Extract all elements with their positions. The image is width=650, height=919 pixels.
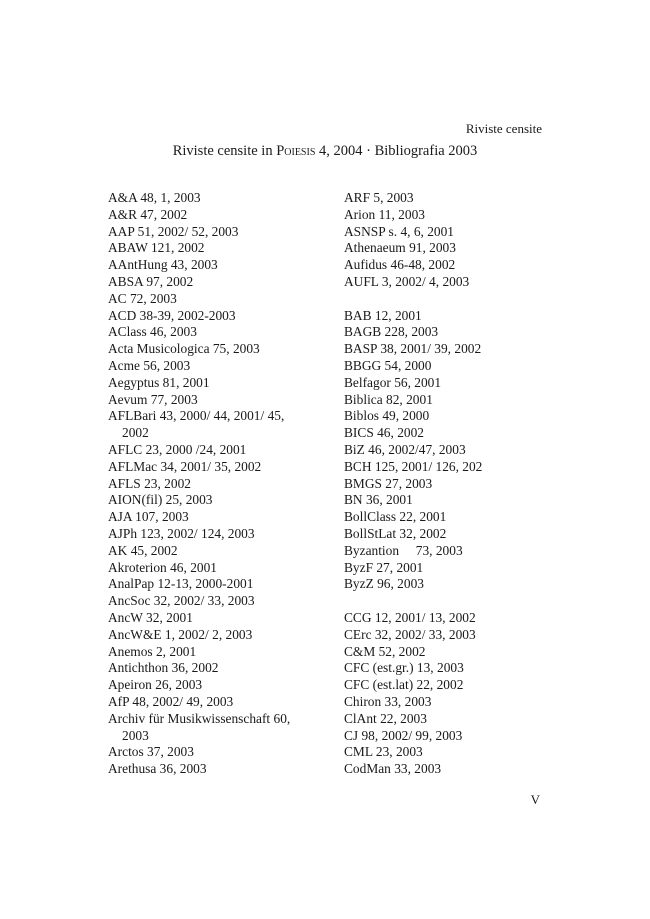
list-item: ByzZ 96, 2003	[344, 576, 424, 592]
list-item: BiZ 46, 2002/47, 2003	[344, 441, 466, 457]
list-item: Acme 56, 2003	[108, 357, 191, 373]
list-item: Chiron 33, 2003	[344, 693, 432, 709]
list-item: Acta Musicologica 75, 2003	[108, 341, 260, 357]
left-column	[108, 190, 333, 778]
list-item: AAP 51, 2002/ 52, 2003	[108, 223, 239, 239]
list-item: A&A 48, 1, 2003	[108, 190, 201, 205]
list-item: AClass 46, 2003	[108, 324, 197, 340]
list-item: BCH 125, 2001/ 126, 202	[344, 458, 483, 474]
list-item: CFC (est.lat) 22, 2002	[344, 677, 464, 693]
list-item: BAGB 228, 2003	[344, 324, 439, 340]
list-item: C&M 52, 2002	[344, 643, 426, 659]
list-item: BMGS 27, 2003	[344, 475, 433, 491]
page-title	[0, 142, 650, 160]
list-item: Apeiron 26, 2003	[108, 677, 203, 693]
list-item: Arethusa 36, 2003	[108, 761, 207, 777]
list-item: BollStLat 32, 2002	[344, 525, 447, 541]
list-item: AAntHung 43, 2003	[108, 257, 218, 273]
list-item: CFC (est.gr.) 13, 2003	[344, 660, 464, 676]
list-item: ClAnt 22, 2003	[344, 710, 427, 726]
list-item: AnalPap 12-13, 2000-2001	[108, 576, 254, 592]
list-item: CodMan 33, 2003	[344, 761, 442, 777]
list-item: AUFL 3, 2002/ 4, 2003	[344, 273, 470, 289]
list-item: BICS 46, 2002	[344, 425, 424, 441]
list-item: Byzantion 73, 2003	[344, 542, 463, 558]
list-item: BASP 38, 2001/ 39, 2002	[344, 341, 482, 357]
right-column	[344, 190, 549, 778]
list-item: ABAW 121, 2002	[108, 240, 205, 256]
list-item: AFLC 23, 2000 /24, 2001	[108, 441, 247, 457]
title-prefix: Riviste censite in	[172, 143, 277, 159]
list-item: AFLS 23, 2002	[108, 475, 191, 491]
running-head: Riviste censite	[465, 121, 542, 136]
list-item: Archiv für Musikwissenschaft 60,	[108, 710, 291, 726]
list-item: Arctos 37, 2003	[108, 744, 194, 760]
title-suffix: 4, 2004 · Bibliografia 2003	[315, 143, 478, 159]
list-item: AFLMac 34, 2001/ 35, 2002	[108, 458, 262, 474]
list-item-continuation: 2003	[122, 727, 149, 743]
list-item: Antichthon 36, 2002	[108, 660, 219, 676]
list-item: Belfagor 56, 2001	[344, 374, 442, 390]
list-item: BN 36, 2001	[344, 492, 413, 508]
list-item: Aufidus 46-48, 2002	[344, 257, 456, 273]
list-item: Athenaeum 91, 2003	[344, 240, 456, 256]
list-item: Akroterion 46, 2001	[108, 559, 217, 575]
list-item: A&R 47, 2002	[108, 206, 188, 222]
list-item: AC 72, 2003	[108, 290, 177, 306]
group-spacer	[344, 593, 549, 610]
list-item: BollClass 22, 2001	[344, 509, 447, 525]
list-item: AJA 107, 2003	[108, 509, 189, 525]
list-item: AfP 48, 2002/ 49, 2003	[108, 693, 234, 709]
page-number: V	[530, 792, 540, 807]
group-spacer	[344, 291, 549, 308]
list-item: AncSoc 32, 2002/ 33, 2003	[108, 593, 255, 609]
list-item: ACD 38-39, 2002-2003	[108, 307, 236, 323]
title-journal: Poiesis	[276, 143, 316, 159]
list-item: AncW&E 1, 2002/ 2, 2003	[108, 626, 253, 642]
list-item: Aegyptus 81, 2001	[108, 374, 210, 390]
list-item: Arion 11, 2003	[344, 206, 425, 222]
list-item: BBGG 54, 2000	[344, 357, 432, 373]
list-item: Aevum 77, 2003	[108, 391, 198, 407]
list-item: ARF 5, 2003	[344, 190, 414, 205]
list-item: AJPh 123, 2002/ 124, 2003	[108, 525, 255, 541]
list-item: Biblos 49, 2000	[344, 408, 430, 424]
list-item: Biblica 82, 2001	[344, 391, 433, 407]
list-item-continuation: 2002	[122, 425, 149, 441]
list-item: AFLBari 43, 2000/ 44, 2001/ 45,	[108, 408, 285, 424]
list-item: CCG 12, 2001/ 13, 2002	[344, 609, 476, 625]
list-item: AK 45, 2002	[108, 542, 178, 558]
list-item: Anemos 2, 2001	[108, 643, 197, 659]
list-item: ABSA 97, 2002	[108, 273, 194, 289]
list-item: AncW 32, 2001	[108, 609, 193, 625]
list-item: CML 23, 2003	[344, 744, 423, 760]
list-item: ASNSP s. 4, 6, 2001	[344, 223, 455, 239]
list-item: ByzF 27, 2001	[344, 559, 424, 575]
list-item: CErc 32, 2002/ 33, 2003	[344, 626, 476, 642]
list-item: CJ 98, 2002/ 99, 2003	[344, 727, 463, 743]
list-item: BAB 12, 2001	[344, 307, 422, 323]
list-item: AION(fil) 25, 2003	[108, 492, 213, 508]
